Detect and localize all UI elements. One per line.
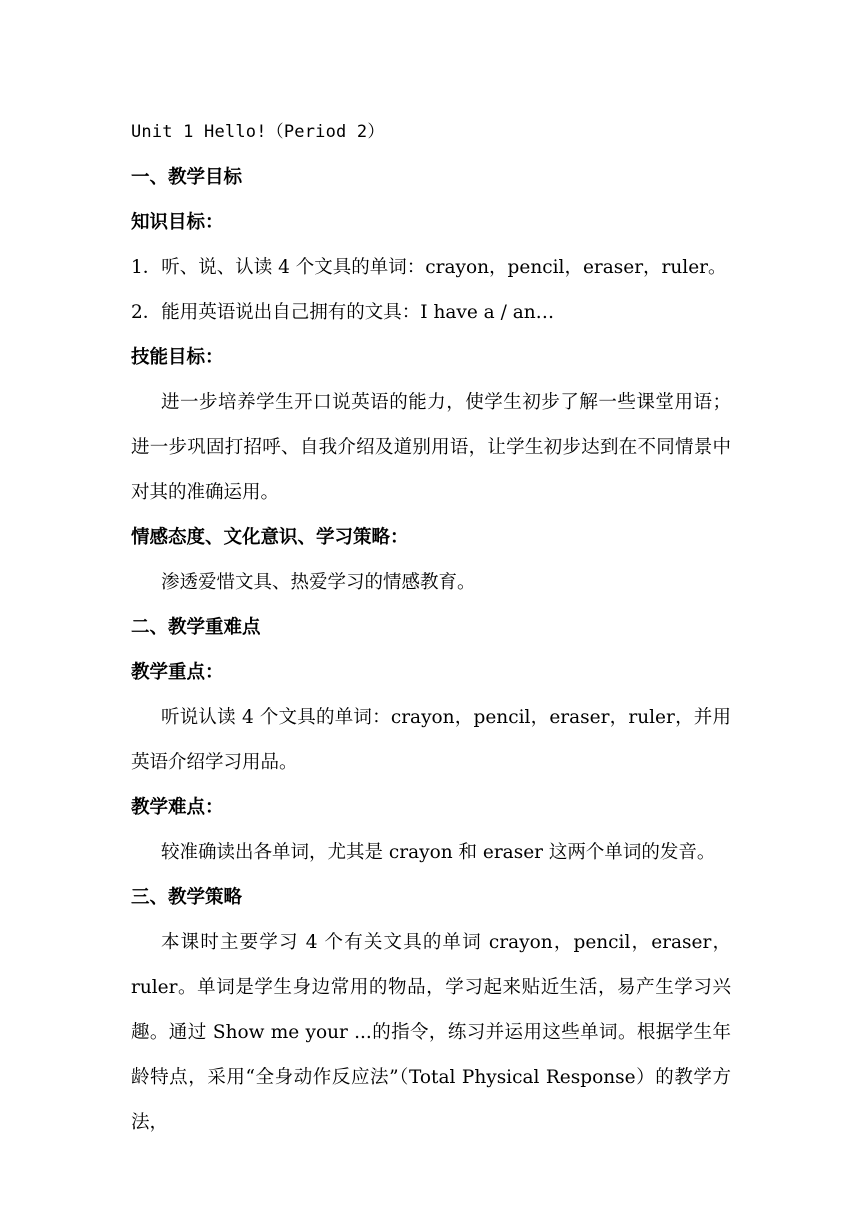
subheading-emotional-attitude: 情感态度、文化意识、学习策略：	[131, 527, 409, 548]
subheading-difficult-points: 教学难点：	[131, 797, 224, 818]
emotional-attitude-paragraph: 渗透爱惜文具、热爱学习的情感教育。	[161, 572, 476, 593]
subheading-skill-objectives: 技能目标：	[131, 347, 224, 368]
difficult-points-paragraph: 较准确读出各单词，尤其是 crayon 和 eraser 这两个单词的发音。	[161, 842, 716, 863]
document-body	[131, 110, 731, 1145]
knowledge-item-1: 1．听、说、认读 4 个文具的单词：crayon，pencil，eraser，ruler。	[131, 257, 727, 278]
teaching-strategy-paragraph: 本课时主要学习 4 个有关文具的单词 crayon，pencil，eraser，ruler。单词是学生身边常用的物品，学习起来贴近生活，易产生学习兴趣。通过 Show me your ...的指令，练习并运用这些单词。根据学生年龄特点，采用“全身动作反应法”（Total Physical Response）的教学方法，	[131, 932, 731, 1133]
lesson-title: Unit 1 Hello!（Period 2）	[131, 122, 385, 142]
skill-objectives-paragraph: 进一步培养学生开口说英语的能力，使学生初步了解一些课堂用语；进一步巩固打招呼、自我介绍及道别用语，让学生初步达到在不同情景中对其的准确运用。	[131, 392, 731, 503]
subheading-knowledge-objectives: 知识目标：	[131, 212, 224, 233]
section-heading-key-difficult-points: 二、教学重难点	[131, 617, 261, 638]
knowledge-item-2: 2．能用英语说出自己拥有的文具：I have a / an…	[131, 302, 555, 323]
key-points-paragraph: 听说认读 4 个文具的单词：crayon，pencil，eraser，ruler，并用英语介绍学习用品。	[131, 707, 731, 773]
subheading-key-points: 教学重点：	[131, 662, 224, 683]
section-heading-teaching-strategy: 三、教学策略	[131, 887, 243, 908]
section-heading-teaching-objectives: 一、教学目标	[131, 167, 243, 188]
